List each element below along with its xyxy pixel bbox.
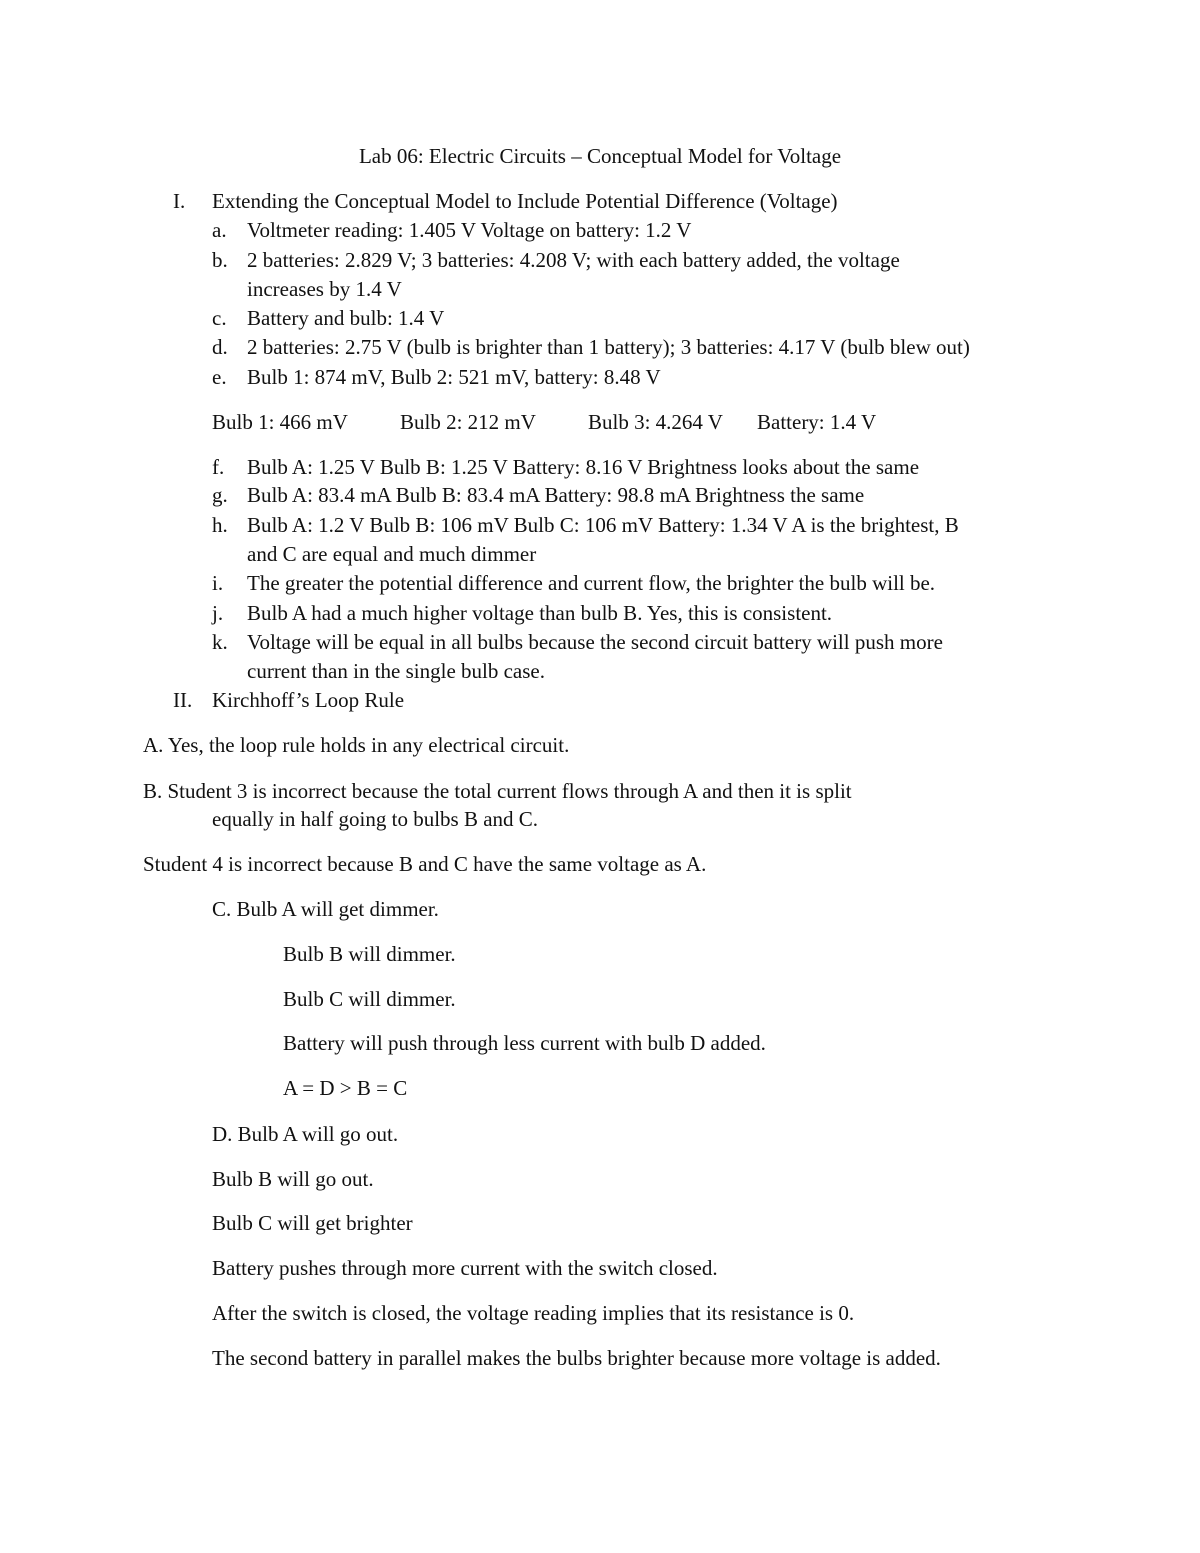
answer-c-ranking: A = D > B = C [283,1076,408,1100]
item-g-letter: g. [212,483,228,507]
section-2-numeral: II. [173,688,193,712]
answer-c-line: Bulb B will dimmer. [283,942,456,966]
bulb-readings-bulb2: Bulb 2: 212 mV [400,410,536,434]
item-h-text: Bulb A: 1.2 V Bulb B: 106 mV Bulb C: 106 mV Battery: 1.34 V A is the brightest, B [247,513,959,537]
section-2-heading: Kirchhoff’s Loop Rule [212,688,405,712]
item-d-text: 2 batteries: 2.75 V (bulb is brighter than 1 battery); 3 batteries: 4.17 V (bulb blew out) [247,335,970,359]
item-h-continuation: and C are equal and much dimmer [247,542,537,566]
item-j-letter: j. [212,601,224,625]
answer-d-lead: D. Bulb A will go out. [212,1122,399,1146]
page-title: Lab 06: Electric Circuits – Conceptual Model for Voltage [358,144,842,168]
answer-d-line: After the switch is closed, the voltage reading implies that its resistance is 0. [212,1301,855,1325]
item-b-letter: b. [212,248,228,272]
answer-d-line: Bulb B will go out. [212,1167,374,1191]
item-e-text: Bulb 1: 874 mV, Bulb 2: 521 mV, battery: 8.48 V [247,365,661,389]
student-4-statement: Student 4 is incorrect because B and C have the same voltage as A. [143,852,707,876]
answer-c-line: Battery will push through less current with bulb D added. [283,1031,766,1055]
item-f-letter: f. [212,455,225,479]
item-c-letter: c. [212,306,227,330]
answer-d-line: The second battery in parallel makes the bulbs brighter because more voltage is added. [212,1346,941,1370]
item-c-text: Battery and bulb: 1.4 V [247,306,445,330]
item-j-text: Bulb A had a much higher voltage than bulb B. Yes, this is consistent. [247,601,833,625]
item-e-letter: e. [212,365,227,389]
item-i-text: The greater the potential difference and current flow, the brighter the bulb will be. [247,571,936,595]
section-1-numeral: I. [173,189,186,213]
bulb-readings-battery: Battery: 1.4 V [757,410,877,434]
item-k-letter: k. [212,630,228,654]
item-b-continuation: increases by 1.4 V [247,277,402,301]
answer-a: A. Yes, the loop rule holds in any electrical circuit. [143,733,570,757]
item-d-letter: d. [212,335,228,359]
item-a-letter: a. [212,218,227,242]
answer-d-line: Bulb C will get brighter [212,1211,413,1235]
answer-b-line1: B. Student 3 is incorrect because the total current flows through A and then it is split [143,779,852,803]
item-k-text: Voltage will be equal in all bulbs because the second circuit battery will push more [247,630,943,654]
item-g-text: Bulb A: 83.4 mA Bulb B: 83.4 mA Battery: 98.8 mA Brightness the same [247,483,865,507]
item-i-letter: i. [212,571,224,595]
item-b-text: 2 batteries: 2.829 V; 3 batteries: 4.208 V; with each battery added, the voltage [247,248,900,272]
bulb-readings-bulb1: Bulb 1: 466 mV [212,410,348,434]
bulb-readings-bulb3: Bulb 3: 4.264 V [588,410,723,434]
answer-c-lead: C. Bulb A will get dimmer. [212,897,439,921]
answer-c-line: Bulb C will dimmer. [283,987,456,1011]
answer-d-line: Battery pushes through more current with the switch closed. [212,1256,718,1280]
item-h-letter: h. [212,513,228,537]
item-k-continuation: current than in the single bulb case. [247,659,545,683]
answer-b-line2: equally in half going to bulbs B and C. [212,807,539,831]
item-f-text: Bulb A: 1.25 V Bulb B: 1.25 V Battery: 8.16 V Brightness looks about the same [247,455,920,479]
item-a-text: Voltmeter reading: 1.405 V Voltage on battery: 1.2 V [247,218,692,242]
section-1-heading: Extending the Conceptual Model to Include Potential Difference (Voltage) [212,189,838,213]
